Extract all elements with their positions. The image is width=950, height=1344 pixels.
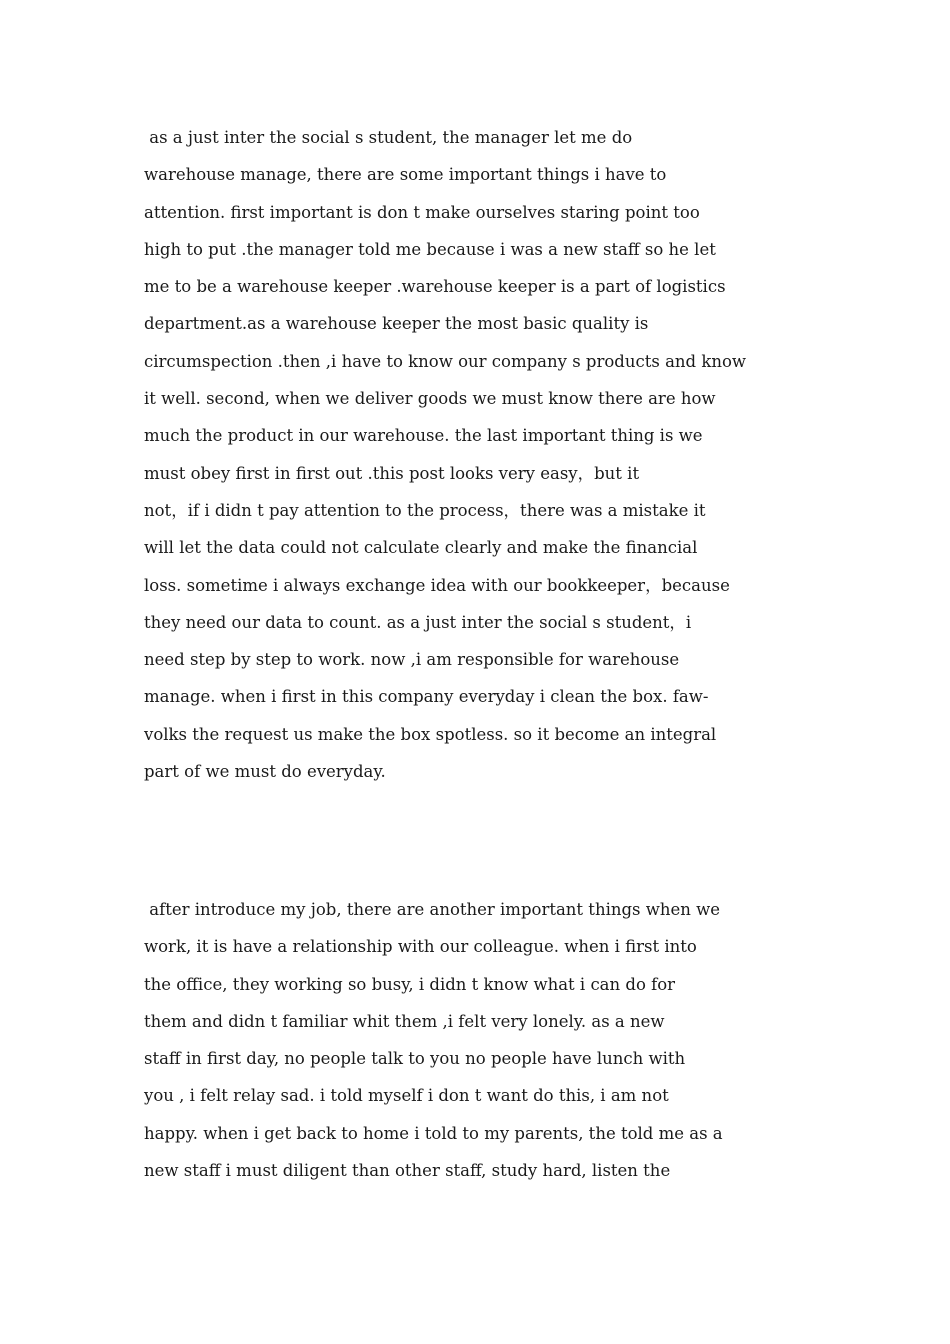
text-line: volks the request us make the box spotless. so it become an integral	[144, 724, 717, 744]
text-line: loss. sometime i always exchange idea with our bookkeeper，because	[144, 575, 730, 595]
text-line: circumspection .then ,i have to know our company s products and know	[144, 351, 747, 371]
text-line: not，if i didn t pay attention to the process，there was a mistake it	[144, 500, 706, 520]
text-line: happy. when i get back to home i told to my parents, the told me as a	[144, 1123, 723, 1143]
text-line: manage. when i first in this company everyday i clean the box. faw-	[144, 687, 709, 707]
text-line: need step by step to work. now ,i am responsible for warehouse	[144, 650, 680, 670]
text-line: after introduce my job, there are another important things when we	[144, 900, 721, 919]
paragraph-colleague-relationship	[144, 891, 814, 1189]
text-line: attention. first important is don t make ourselves staring point too	[144, 202, 700, 222]
text-line: must obey first in first out .this post looks very easy，but it	[144, 463, 640, 483]
text-line: much the product in our warehouse. the last important thing is we	[144, 426, 703, 446]
text-line: high to put .the manager told me because i was a new staff so he let	[144, 239, 716, 259]
text-line: new staff i must diligent than other staff, study hard, listen the	[144, 1161, 671, 1181]
text-line: warehouse manage, there are some important things i have to	[144, 165, 667, 185]
text-line: they need our data to count. as a just inter the social s student，i	[144, 612, 692, 632]
text-line: the office, they working so busy, i didn t know what i can do for	[144, 974, 676, 994]
text-line: department.as a warehouse keeper the most basic quality is	[144, 314, 649, 334]
text-line: it well. second, when we deliver goods we must know there are how	[144, 389, 716, 409]
text-line: them and didn t familiar whit them ,i felt very lonely. as a new	[144, 1011, 665, 1031]
paragraph-warehouse-job	[144, 119, 814, 790]
text-line: will let the data could not calculate clearly and make the financial	[144, 538, 698, 558]
text-line: staff in first day, no people talk to you no people have lunch with	[144, 1049, 686, 1069]
text-line: work, it is have a relationship with our colleague. when i first into	[144, 937, 697, 957]
text-line: you , i felt relay sad. i told myself i don t want do this, i am not	[144, 1086, 669, 1106]
text-line: part of we must do everyday.	[144, 762, 386, 782]
text-line: as a just inter the social s student, the manager let me do	[144, 128, 633, 147]
text-line: me to be a warehouse keeper .warehouse keeper is a part of logistics	[144, 277, 726, 297]
